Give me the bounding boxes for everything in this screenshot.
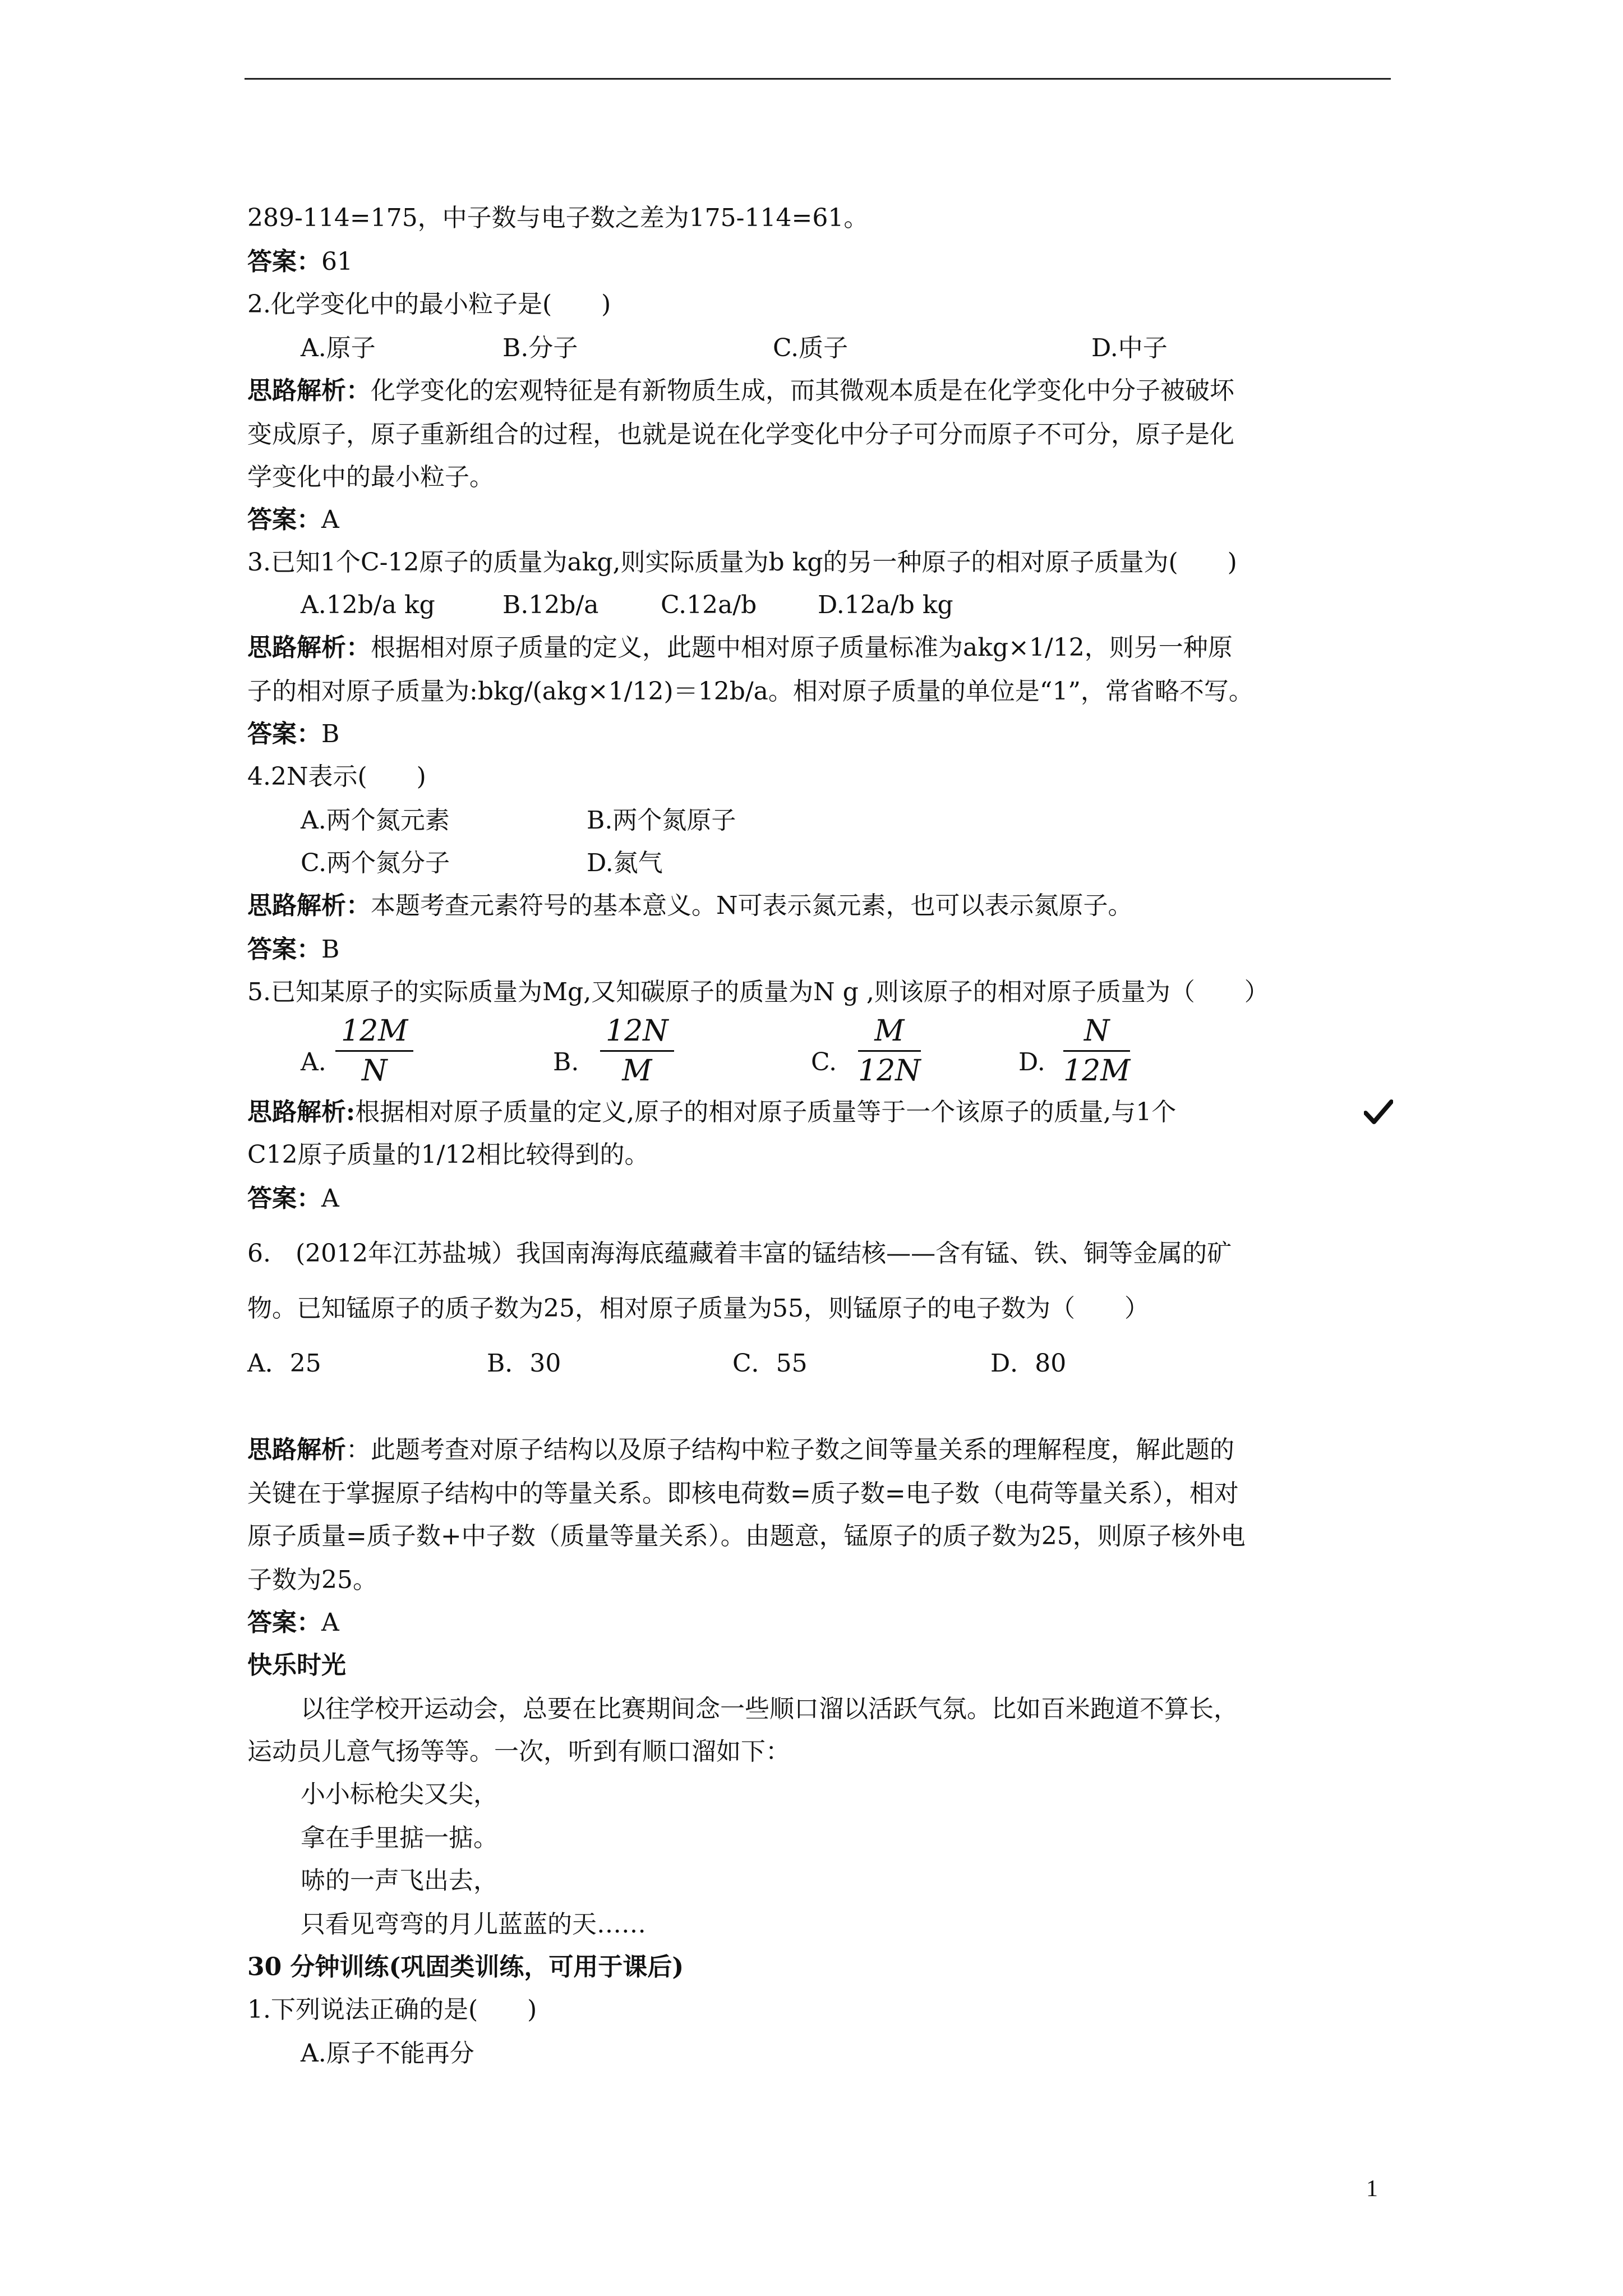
option-c: C．55 — [732, 1349, 808, 1378]
fraction-c — [858, 1014, 921, 1088]
text-line: 289-114=175，中子数与电子数之差为175-114=61。 — [247, 204, 869, 232]
explanation-line: 变成原子，原子重新组合的过程，也就是说在化学变化中分子可分而原子不可分，原子是化 — [247, 420, 1234, 449]
option-b: B．30 — [487, 1349, 561, 1378]
option-d-letter: D. — [1018, 1048, 1045, 1076]
question-6: 6. (2012年江苏盐城）我国南海海底蕴藏着丰富的锰结核——含有锰、铁、铜等金属的矿 — [247, 1239, 1232, 1268]
explanation-text: ：此题考查对原子结构以及原子结构中粒子数之间等量关系的理解程度，解此题的 — [346, 1435, 1234, 1464]
answer-label: 答案： — [247, 935, 321, 964]
answer-label: 答案： — [247, 505, 321, 534]
explanation-line — [247, 1435, 1234, 1464]
answer-line — [247, 722, 339, 747]
question-5: 5.已知某原子的实际质量为Mg,又知碳原子的质量为N g ,则该原子的相对原子质量为（ ） — [247, 978, 1269, 1006]
option-b: B.分子 — [502, 334, 578, 362]
denominator: M — [622, 1054, 652, 1088]
option-c: C.12a/b — [661, 591, 757, 619]
answer-label: 答案： — [247, 1184, 321, 1213]
question-4: 4.2N表示( ) — [247, 762, 426, 791]
question-6-cont: 物。已知锰原子的质子数为25，相对原子质量为55，则锰原子的电子数为（ ） — [247, 1294, 1149, 1323]
option-c: C.两个氮分子 — [301, 849, 450, 877]
option-a: A.原子 — [301, 334, 376, 362]
question-s1: 1.下列说法正确的是( ) — [247, 1995, 537, 2024]
poem-line: 哧的一声飞出去， — [301, 1866, 498, 1895]
page-number: 1 — [1366, 2176, 1378, 2202]
answer-line — [247, 1186, 339, 1211]
answer-label: 答案： — [247, 247, 321, 276]
denominator: N — [361, 1054, 388, 1088]
explanation-line: 学变化中的最小粒子。 — [247, 463, 494, 491]
option-d: D.氮气 — [587, 849, 663, 877]
header-rule — [245, 78, 1391, 80]
option-c: C.质子 — [773, 334, 849, 362]
poem-line: 小小标枪尖又尖， — [301, 1780, 498, 1809]
answer-value: 61 — [321, 247, 353, 276]
explanation-line — [247, 1100, 1176, 1125]
denominator: 12N — [858, 1054, 921, 1088]
paragraph-line: 以往学校开运动会，总要在比赛期间念一些顺口溜以活跃气氛。比如百米跑道不算长， — [301, 1695, 1238, 1723]
answer-line — [247, 937, 339, 962]
option-b-letter: B. — [553, 1048, 579, 1076]
paragraph-line: 运动员儿意气扬等等。一次，听到有顺口溜如下： — [247, 1737, 790, 1766]
option-d: D.12a/b kg — [818, 591, 953, 619]
explanation-text: 化学变化的宏观特征是有新物质生成，而其微观本质是在化学变化中分子被破坏 — [371, 376, 1234, 405]
numerator: 12M — [335, 1016, 413, 1052]
fraction-a — [335, 1014, 413, 1088]
option-d: D．80 — [990, 1349, 1067, 1378]
explanation-line — [247, 376, 1234, 405]
section-title-happy-time: 快乐时光 — [247, 1651, 346, 1680]
question-2: 2.化学变化中的最小粒子是( ) — [247, 290, 611, 319]
option-d: D.中子 — [1091, 334, 1168, 362]
answer-label: 答案： — [247, 720, 321, 748]
section-title-30min: 30 分钟训练(巩固类训练，可用于课后) — [247, 1953, 684, 1981]
answer-value: B — [321, 720, 340, 748]
answer-line — [247, 1608, 339, 1637]
answer-value: A — [321, 1184, 339, 1213]
explanation-text: 本题考查元素符号的基本意义。N可表示氮元素，也可以表示氮原子。 — [371, 891, 1133, 920]
option-a-letter: A. — [301, 1048, 326, 1076]
answer-line — [247, 505, 339, 534]
answer-value: A — [321, 505, 339, 534]
denominator: 12M — [1063, 1054, 1131, 1088]
numerator: 12N — [600, 1016, 674, 1052]
option-b: B.12b/a — [502, 591, 599, 619]
option-c-letter: C. — [811, 1048, 837, 1076]
answer-value: A — [321, 1608, 339, 1637]
question-3: 3.已知1个C-12原子的质量为akg,则实际质量为b kg的另一种原子的相对原子质量为( ) — [247, 548, 1237, 577]
explanation-label: 思路解析： — [247, 891, 371, 920]
option-a: A.原子不能再分 — [301, 2039, 474, 2068]
option-a: A.12b/a kg — [301, 591, 435, 619]
explanation-line — [247, 891, 1133, 920]
explanation-line — [247, 633, 1233, 662]
check-icon — [1364, 1098, 1393, 1125]
explanation-line: C12原子质量的1/12相比较得到的。 — [247, 1140, 649, 1169]
explanation-text: 根据相对原子质量的定义,原子的相对原子质量等于一个该原子的质量,与1个 — [355, 1098, 1177, 1126]
answer-value: B — [321, 935, 340, 964]
explanation-line: 原子质量=质子数+中子数（质量等量关系）。由题意，锰原子的质子数为25，则原子核外电 — [247, 1522, 1246, 1550]
fraction-b — [600, 1014, 674, 1088]
answer-label: 答案： — [247, 1608, 321, 1637]
numerator: M — [858, 1016, 921, 1052]
explanation-text: 根据相对原子质量的定义，此题中相对原子质量标准为akg×1/12，则另一种原 — [371, 633, 1233, 662]
explanation-label: 思路解析: — [247, 1098, 356, 1126]
explanation-label: 思路解析 — [247, 1435, 346, 1464]
answer-line — [247, 247, 353, 276]
explanation-line: 关键在于掌握原子结构中的等量关系。即核电荷数=质子数=电子数（电荷等量关系），相对 — [247, 1479, 1239, 1508]
option-b: B.两个氮原子 — [587, 806, 736, 835]
option-a: A.两个氮元素 — [301, 806, 450, 835]
explanation-line: 子数为25。 — [247, 1566, 377, 1594]
explanation-line: 子的相对原子质量为:bkg/(akg×1/12)＝12b/a。相对原子质量的单位是“1”，常省略不写。 — [247, 677, 1253, 706]
fraction-d — [1063, 1014, 1131, 1088]
explanation-label: 思路解析： — [247, 376, 371, 405]
poem-line: 只看见弯弯的月儿蓝蓝的天…… — [301, 1910, 646, 1939]
option-a: A．25 — [247, 1349, 321, 1378]
poem-line: 拿在手里掂一掂。 — [301, 1824, 498, 1852]
explanation-label: 思路解析： — [247, 633, 371, 662]
numerator: N — [1063, 1016, 1130, 1052]
